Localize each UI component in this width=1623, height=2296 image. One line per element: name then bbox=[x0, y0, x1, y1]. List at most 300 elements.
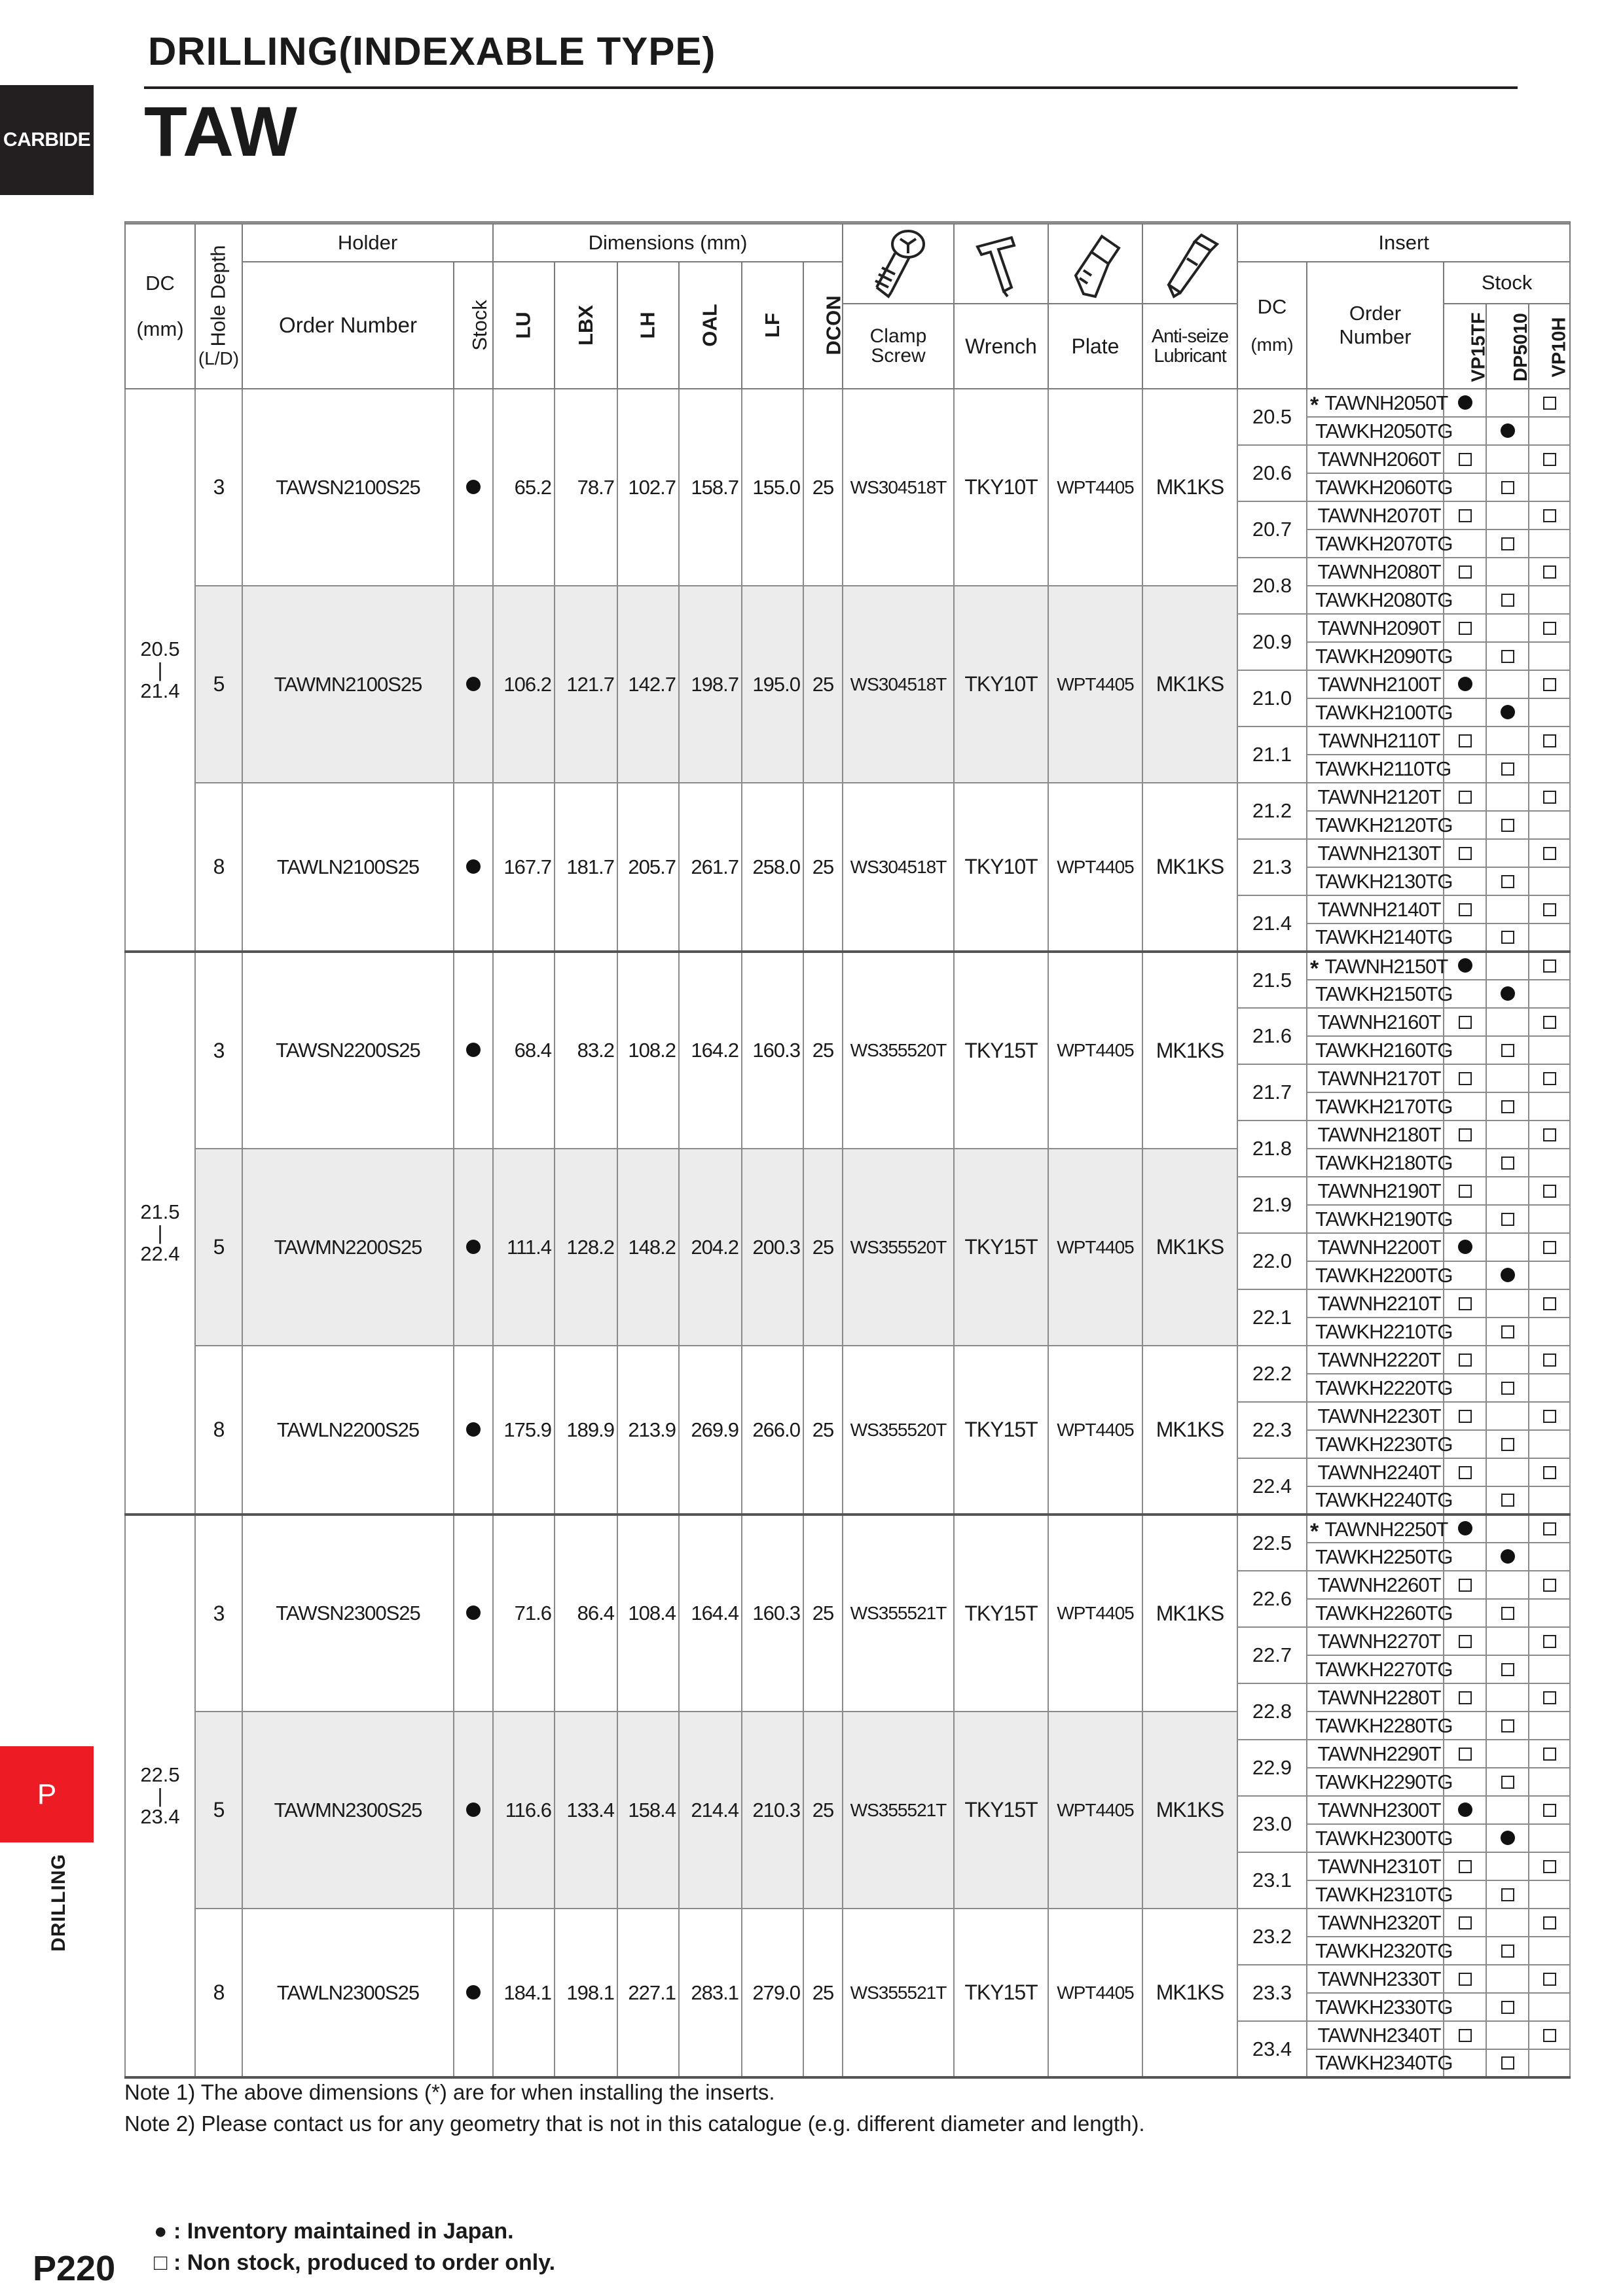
holder-order-number: TAWMN2100S25 bbox=[242, 586, 454, 783]
in-stock-mark bbox=[1501, 423, 1515, 438]
non-stock-mark bbox=[1501, 1888, 1514, 1901]
star-mark: * bbox=[1310, 956, 1319, 981]
dim-oal: 214.4 bbox=[679, 1712, 742, 1909]
non-stock-mark bbox=[1501, 1213, 1514, 1226]
non-stock-mark bbox=[1501, 875, 1514, 888]
table-row bbox=[125, 1346, 1570, 1374]
insert-order-text: TAWKH2090TG bbox=[1315, 644, 1453, 668]
insert-order-number-header: Order Number bbox=[1307, 262, 1444, 389]
dc-header bbox=[125, 224, 195, 389]
lubricant-tube-icon bbox=[1154, 224, 1226, 303]
insert-dc: 22.1 bbox=[1237, 1289, 1307, 1346]
dim-lu: 65.2 bbox=[493, 389, 555, 586]
wrench-icon-cell bbox=[954, 224, 1048, 304]
non-stock-mark bbox=[1543, 1804, 1556, 1817]
insert-order-text: TAWNH2230T bbox=[1317, 1404, 1441, 1427]
insert-stock-cell bbox=[1486, 1880, 1529, 1909]
insert-stock-cell bbox=[1529, 1346, 1570, 1374]
insert-order-text: TAWKH2190TG bbox=[1315, 1207, 1453, 1230]
insert-stock-cell bbox=[1529, 980, 1570, 1008]
dim-lbx: 181.7 bbox=[555, 783, 617, 952]
part-lube: MK1KS bbox=[1142, 952, 1237, 1149]
insert-stock-cell bbox=[1529, 614, 1570, 642]
insert-stock-cell bbox=[1444, 1965, 1486, 1993]
insert-stock-cell bbox=[1444, 1289, 1486, 1318]
insert-order-number bbox=[1307, 1177, 1444, 1205]
grade-vp10h-label: VP10H bbox=[1548, 317, 1570, 378]
non-stock-mark bbox=[1543, 1466, 1556, 1479]
holder-stock-mark bbox=[466, 1422, 481, 1437]
insert-order-text: TAWKH2100TG bbox=[1315, 700, 1453, 724]
non-stock-mark bbox=[1501, 1494, 1514, 1507]
holder-ld: 5 bbox=[195, 1712, 242, 1909]
lubricant-icon-cell bbox=[1142, 224, 1237, 304]
dim-lf: 279.0 bbox=[742, 1909, 803, 2077]
non-stock-mark bbox=[1543, 1748, 1556, 1761]
insert-dc: 22.6 bbox=[1237, 1571, 1307, 1627]
insert-stock-cell bbox=[1486, 1852, 1529, 1880]
dc-sep: | bbox=[157, 658, 163, 681]
insert-stock-cell bbox=[1486, 445, 1529, 473]
insert-dc-label: DC bbox=[1257, 295, 1287, 318]
insert-dc: 21.7 bbox=[1237, 1064, 1307, 1121]
insert-dc: 22.5 bbox=[1237, 1515, 1307, 1571]
plate-header: Plate bbox=[1048, 304, 1142, 389]
insert-stock-cell bbox=[1444, 1346, 1486, 1374]
insert-dc: 22.3 bbox=[1237, 1402, 1307, 1458]
non-stock-mark bbox=[1543, 678, 1556, 691]
insert-stock-cell bbox=[1486, 1233, 1529, 1261]
insert-stock-cell bbox=[1529, 1177, 1570, 1205]
dim-lh: 142.7 bbox=[617, 586, 679, 783]
non-stock-mark bbox=[1459, 453, 1472, 466]
carbide-tab: CARBIDE bbox=[0, 85, 94, 195]
insert-order-number bbox=[1307, 1402, 1444, 1430]
insert-stock-cell bbox=[1486, 1683, 1529, 1712]
insert-dc: 22.0 bbox=[1237, 1233, 1307, 1289]
part-plate: WPT4405 bbox=[1048, 389, 1142, 586]
insert-dc: 21.5 bbox=[1237, 952, 1307, 1008]
insert-stock-cell bbox=[1444, 1402, 1486, 1430]
non-stock-mark bbox=[1501, 1325, 1514, 1338]
dim-oal-header bbox=[679, 262, 742, 389]
dim-lf: 258.0 bbox=[742, 783, 803, 952]
insert-stock-cell bbox=[1529, 726, 1570, 755]
insert-dc: 22.7 bbox=[1237, 1627, 1307, 1683]
part-lube: MK1KS bbox=[1142, 1909, 1237, 2077]
clamp-screw-icon-cell bbox=[843, 224, 954, 304]
insert-order-number bbox=[1307, 586, 1453, 614]
insert-stock-cell bbox=[1444, 1121, 1486, 1149]
in-stock-mark bbox=[1501, 986, 1515, 1001]
dim-lbx: 78.7 bbox=[555, 389, 617, 586]
dim-dcon: 25 bbox=[803, 1515, 843, 1712]
insert-stock-cell bbox=[1529, 783, 1570, 811]
insert-stock-cell bbox=[1486, 1796, 1529, 1824]
plate-icon-cell bbox=[1048, 224, 1142, 304]
insert-dc: 20.9 bbox=[1237, 614, 1307, 670]
holder-stock-mark bbox=[466, 1605, 481, 1620]
part-wrench: TKY15T bbox=[954, 1515, 1048, 1712]
insert-stock-cell bbox=[1486, 1430, 1529, 1458]
holder-stock-mark bbox=[466, 1985, 481, 2000]
insert-stock-cell bbox=[1486, 1177, 1529, 1205]
dim-lu-label: LU bbox=[511, 312, 535, 339]
insert-order-text: TAWKH2130TG bbox=[1315, 869, 1453, 893]
plate-icon bbox=[1063, 224, 1128, 303]
insert-order-number bbox=[1307, 1543, 1453, 1571]
non-stock-mark bbox=[1543, 1916, 1556, 1929]
insert-stock-cell bbox=[1529, 1261, 1570, 1289]
grade-vp15tf-label: VP15TF bbox=[1468, 312, 1489, 382]
dim-lu: 111.4 bbox=[493, 1149, 555, 1346]
insert-order-text: TAWKH2050TG bbox=[1315, 419, 1453, 442]
non-stock-mark bbox=[1501, 481, 1514, 494]
insert-order-text: TAWNH2050T bbox=[1324, 391, 1448, 414]
insert-stock-cell bbox=[1529, 1909, 1570, 1937]
holder-order-number: TAWLN2300S25 bbox=[242, 1909, 454, 2077]
insert-dc: 22.8 bbox=[1237, 1683, 1307, 1740]
in-stock-mark bbox=[1458, 1803, 1472, 1817]
dim-lbx: 128.2 bbox=[555, 1149, 617, 1346]
dim-lh: 102.7 bbox=[617, 389, 679, 586]
insert-stock-cell bbox=[1444, 1740, 1486, 1768]
insert-order-number bbox=[1307, 614, 1444, 642]
insert-stock-cell bbox=[1529, 473, 1570, 501]
insert-order-number bbox=[1307, 445, 1444, 473]
non-stock-mark bbox=[1501, 537, 1514, 550]
insert-stock-cell bbox=[1529, 1374, 1570, 1402]
dim-dcon: 25 bbox=[803, 1346, 843, 1515]
insert-stock-cell bbox=[1486, 1092, 1529, 1121]
insert-order-number bbox=[1307, 1712, 1453, 1740]
insert-dc-header bbox=[1237, 262, 1307, 389]
dc-sep: | bbox=[157, 1784, 163, 1807]
insert-order-text: TAWNH2340T bbox=[1317, 2023, 1441, 2047]
insert-stock-cell bbox=[1529, 1036, 1570, 1064]
non-stock-mark bbox=[1543, 1016, 1556, 1029]
non-stock-mark bbox=[1543, 1860, 1556, 1873]
non-stock-mark bbox=[1501, 1663, 1514, 1676]
lubricant-header: Anti-seize Lubricant bbox=[1142, 304, 1237, 389]
insert-stock-cell bbox=[1444, 1627, 1486, 1655]
dim-lu: 106.2 bbox=[493, 586, 555, 783]
legend-stock: ● : Inventory maintained in Japan. bbox=[154, 2219, 514, 2244]
holder-order-number: TAWLN2200S25 bbox=[242, 1346, 454, 1515]
insert-stock-cell bbox=[1529, 1712, 1570, 1740]
non-stock-mark bbox=[1501, 1438, 1514, 1451]
dim-lh: 205.7 bbox=[617, 783, 679, 952]
insert-order-text: TAWKH2270TG bbox=[1315, 1657, 1453, 1681]
part-clamp: WS355520T bbox=[843, 952, 954, 1149]
grade-vp15tf-header bbox=[1444, 304, 1489, 389]
non-stock-mark bbox=[1459, 903, 1472, 916]
drilling-side-label bbox=[39, 1854, 79, 1952]
insert-stock-cell bbox=[1529, 1092, 1570, 1121]
product-table bbox=[124, 221, 1571, 2079]
dc-to: 22.4 bbox=[140, 1242, 180, 1265]
insert-stock-cell bbox=[1529, 895, 1570, 924]
dim-dcon: 25 bbox=[803, 1149, 843, 1346]
non-stock-mark bbox=[1543, 1635, 1556, 1648]
insert-order-text: TAWKH2310TG bbox=[1315, 1882, 1453, 1906]
dc-to: 23.4 bbox=[140, 1805, 180, 1828]
dimensions-header: Dimensions (mm) bbox=[493, 224, 843, 262]
insert-order-text: TAWKH2300TG bbox=[1315, 1826, 1453, 1850]
insert-stock-cell bbox=[1529, 1965, 1570, 1993]
insert-order-text: TAWNH2240T bbox=[1317, 1460, 1441, 1484]
part-lube: MK1KS bbox=[1142, 783, 1237, 952]
dim-lbx: 86.4 bbox=[555, 1515, 617, 1712]
insert-order-text: TAWNH2140T bbox=[1317, 897, 1441, 921]
insert-stock-cell bbox=[1529, 1458, 1570, 1486]
insert-order-text: TAWKH2070TG bbox=[1315, 531, 1453, 555]
insert-order-text: TAWKH2240TG bbox=[1315, 1488, 1453, 1511]
insert-order-text: TAWNH2190T bbox=[1317, 1179, 1441, 1202]
table-row bbox=[125, 389, 1570, 417]
part-clamp: WS355521T bbox=[843, 1515, 954, 1712]
insert-order-number bbox=[1307, 1655, 1453, 1683]
insert-order-text: TAWNH2250T bbox=[1324, 1517, 1448, 1541]
insert-order-text: TAWKH2060TG bbox=[1315, 475, 1453, 499]
insert-stock-cell bbox=[1529, 1655, 1570, 1683]
non-stock-mark bbox=[1459, 1354, 1472, 1367]
non-stock-mark bbox=[1459, 1297, 1472, 1310]
insert-dc: 21.0 bbox=[1237, 670, 1307, 726]
part-lube: MK1KS bbox=[1142, 389, 1237, 586]
dim-lf: 266.0 bbox=[742, 1346, 803, 1515]
insert-stock-cell bbox=[1444, 783, 1486, 811]
insert-stock-cell bbox=[1486, 839, 1529, 867]
insert-stock-cell bbox=[1486, 1318, 1529, 1346]
insert-stock-cell bbox=[1444, 2021, 1486, 2049]
insert-stock-cell bbox=[1529, 811, 1570, 839]
insert-order-number bbox=[1307, 1993, 1453, 2021]
insert-order-text: TAWNH2280T bbox=[1317, 1685, 1441, 1709]
insert-order-number bbox=[1307, 1036, 1453, 1064]
dim-lu: 184.1 bbox=[493, 1909, 555, 2077]
non-stock-mark bbox=[1459, 1579, 1472, 1592]
insert-stock-cell bbox=[1529, 1149, 1570, 1177]
insert-stock-cell bbox=[1486, 952, 1529, 980]
dim-dcon: 25 bbox=[803, 952, 843, 1149]
insert-order-text: TAWNH2300T bbox=[1317, 1798, 1441, 1821]
non-stock-mark bbox=[1501, 1776, 1514, 1789]
group-dc-range bbox=[125, 1515, 195, 2077]
non-stock-mark bbox=[1459, 1016, 1472, 1029]
insert-order-number bbox=[1307, 642, 1453, 670]
non-stock-mark bbox=[1459, 1916, 1472, 1929]
insert-stock-cell bbox=[1529, 2021, 1570, 2049]
part-plate: WPT4405 bbox=[1048, 783, 1142, 952]
dim-lbx-header bbox=[555, 262, 617, 389]
insert-order-number bbox=[1307, 473, 1453, 501]
dim-lh: 108.2 bbox=[617, 952, 679, 1149]
insert-stock-cell bbox=[1486, 783, 1529, 811]
insert-order-number bbox=[1307, 980, 1453, 1008]
dc-from: 20.5 bbox=[140, 637, 180, 660]
insert-order-text: TAWNH2070T bbox=[1317, 503, 1441, 527]
insert-stock-cell bbox=[1486, 501, 1529, 529]
insert-stock-cell bbox=[1486, 670, 1529, 698]
non-stock-mark bbox=[1501, 819, 1514, 832]
dc-header-label: DC bbox=[145, 272, 175, 295]
dim-lf: 160.3 bbox=[742, 952, 803, 1149]
insert-stock-cell bbox=[1529, 529, 1570, 558]
drilling-side-text: DRILLING bbox=[48, 1854, 69, 1952]
insert-order-text: TAWKH2340TG bbox=[1315, 2051, 1453, 2074]
insert-stock-cell bbox=[1444, 1796, 1486, 1824]
insert-stock-cell bbox=[1444, 1458, 1486, 1486]
part-clamp: WS304518T bbox=[843, 389, 954, 586]
holder-stock-label: Stock bbox=[467, 300, 491, 351]
insert-stock-cell bbox=[1529, 2049, 1570, 2077]
insert-stock-cell bbox=[1486, 1289, 1529, 1318]
in-stock-mark bbox=[1458, 958, 1472, 973]
holder-order-number: TAWSN2300S25 bbox=[242, 1515, 454, 1712]
non-stock-mark bbox=[1459, 1072, 1472, 1085]
non-stock-mark bbox=[1501, 2001, 1514, 2014]
insert-order-number bbox=[1307, 2049, 1453, 2077]
insert-stock-cell bbox=[1486, 1965, 1529, 1993]
insert-stock-cell bbox=[1486, 1627, 1529, 1655]
insert-order-text: TAWKH2210TG bbox=[1315, 1319, 1453, 1343]
insert-stock-cell bbox=[1486, 417, 1529, 445]
non-stock-mark bbox=[1459, 622, 1472, 635]
hole-depth-header bbox=[195, 224, 242, 389]
dim-oal: 164.4 bbox=[679, 1515, 742, 1712]
insert-order-number bbox=[1307, 501, 1444, 529]
insert-order-text: TAWNH2290T bbox=[1317, 1742, 1441, 1765]
insert-order-number bbox=[1307, 417, 1453, 445]
non-stock-mark bbox=[1543, 565, 1556, 579]
insert-stock-cell bbox=[1529, 586, 1570, 614]
insert-stock-cell bbox=[1486, 1458, 1529, 1486]
part-plate: WPT4405 bbox=[1048, 1346, 1142, 1515]
dim-dcon-header bbox=[803, 262, 843, 389]
insert-stock-cell bbox=[1444, 1515, 1486, 1543]
non-stock-mark bbox=[1459, 1691, 1472, 1704]
insert-stock-cell bbox=[1444, 1064, 1486, 1092]
insert-stock-cell bbox=[1486, 1036, 1529, 1064]
insert-order-text: TAWKH2080TG bbox=[1315, 588, 1453, 611]
non-stock-mark bbox=[1543, 960, 1556, 973]
insert-stock-cell bbox=[1529, 1289, 1570, 1318]
dim-lbx: 189.9 bbox=[555, 1346, 617, 1515]
insert-stock-cell bbox=[1529, 1543, 1570, 1571]
insert-order-text: TAWNH2130T bbox=[1317, 841, 1441, 865]
insert-stock-cell bbox=[1529, 1768, 1570, 1796]
holder-ld: 3 bbox=[195, 389, 242, 586]
insert-stock-cell bbox=[1529, 558, 1570, 586]
part-plate: WPT4405 bbox=[1048, 1149, 1142, 1346]
dim-lbx: 198.1 bbox=[555, 1909, 617, 2077]
insert-order-text: TAWNH2330T bbox=[1317, 1967, 1441, 1990]
insert-stock-header: Stock bbox=[1444, 262, 1570, 304]
dim-lh: 213.9 bbox=[617, 1346, 679, 1515]
insert-order-number bbox=[1307, 1627, 1444, 1655]
non-stock-mark bbox=[1543, 734, 1556, 747]
insert-dc: 21.8 bbox=[1237, 1121, 1307, 1177]
insert-stock-cell bbox=[1486, 980, 1529, 1008]
insert-dc: 23.1 bbox=[1237, 1852, 1307, 1909]
insert-order-number bbox=[1307, 1374, 1453, 1402]
non-stock-mark bbox=[1459, 509, 1472, 522]
part-clamp: WS304518T bbox=[843, 586, 954, 783]
part-wrench: TKY15T bbox=[954, 1346, 1048, 1515]
part-wrench: TKY15T bbox=[954, 1909, 1048, 2077]
holder-order-number: TAWSN2200S25 bbox=[242, 952, 454, 1149]
holder-order-number-header: Order Number bbox=[242, 262, 454, 389]
insert-dc: 20.7 bbox=[1237, 501, 1307, 558]
dim-lu: 175.9 bbox=[493, 1346, 555, 1515]
part-lube: MK1KS bbox=[1142, 1346, 1237, 1515]
part-lube: MK1KS bbox=[1142, 1712, 1237, 1909]
holder-stock-mark bbox=[466, 480, 481, 494]
non-stock-mark bbox=[1501, 1719, 1514, 1732]
insert-stock-cell bbox=[1486, 1121, 1529, 1149]
insert-order-number bbox=[1307, 558, 1444, 586]
insert-stock-cell bbox=[1444, 1909, 1486, 1937]
clamp-screw-header: Clamp Screw bbox=[843, 304, 954, 389]
legend-nonstock: □ : Non stock, produced to order only. bbox=[154, 2250, 556, 2275]
dim-lf: 155.0 bbox=[742, 389, 803, 586]
grade-vp10h-header bbox=[1529, 304, 1570, 389]
insert-order-number bbox=[1307, 529, 1453, 558]
holder-order-number: TAWMN2200S25 bbox=[242, 1149, 454, 1346]
insert-dc: 20.5 bbox=[1237, 389, 1307, 445]
insert-order-number bbox=[1307, 839, 1444, 867]
dim-lbx: 83.2 bbox=[555, 952, 617, 1149]
insert-dc: 20.8 bbox=[1237, 558, 1307, 614]
insert-stock-cell bbox=[1529, 698, 1570, 726]
non-stock-mark bbox=[1543, 509, 1556, 522]
insert-order-number bbox=[1307, 1289, 1444, 1318]
insert-order-text: TAWKH2330TG bbox=[1315, 1995, 1453, 2018]
insert-order-text: TAWKH2290TG bbox=[1315, 1770, 1453, 1793]
insert-dc: 23.4 bbox=[1237, 2021, 1307, 2077]
part-wrench: TKY15T bbox=[954, 1149, 1048, 1346]
non-stock-mark bbox=[1501, 1044, 1514, 1057]
insert-stock-cell bbox=[1486, 867, 1529, 895]
insert-stock-cell bbox=[1486, 389, 1529, 417]
insert-stock-cell bbox=[1486, 1402, 1529, 1430]
insert-order-text: TAWKH2320TG bbox=[1315, 1939, 1453, 1962]
insert-order-text: TAWKH2250TG bbox=[1315, 1545, 1453, 1568]
insert-stock-cell bbox=[1529, 867, 1570, 895]
non-stock-mark bbox=[1543, 1522, 1556, 1535]
insert-stock-cell bbox=[1486, 642, 1529, 670]
dim-oal: 204.2 bbox=[679, 1149, 742, 1346]
group-dc-range bbox=[125, 952, 195, 1515]
insert-order-text: TAWNH2100T bbox=[1317, 672, 1441, 696]
part-plate: WPT4405 bbox=[1048, 1515, 1142, 1712]
insert-stock-cell bbox=[1444, 952, 1486, 980]
insert-stock-cell bbox=[1444, 1683, 1486, 1712]
insert-stock-cell bbox=[1529, 642, 1570, 670]
in-stock-mark bbox=[1458, 395, 1472, 410]
non-stock-mark bbox=[1543, 1185, 1556, 1198]
non-stock-mark bbox=[1459, 1185, 1472, 1198]
holder-ld: 8 bbox=[195, 1909, 242, 2077]
part-wrench: TKY10T bbox=[954, 586, 1048, 783]
insert-order-number bbox=[1307, 698, 1453, 726]
insert-stock-cell bbox=[1444, 1571, 1486, 1599]
insert-stock-cell bbox=[1486, 1824, 1529, 1852]
insert-stock-cell bbox=[1444, 389, 1486, 417]
dim-lu-header bbox=[493, 262, 555, 389]
insert-order-number bbox=[1307, 1205, 1453, 1233]
